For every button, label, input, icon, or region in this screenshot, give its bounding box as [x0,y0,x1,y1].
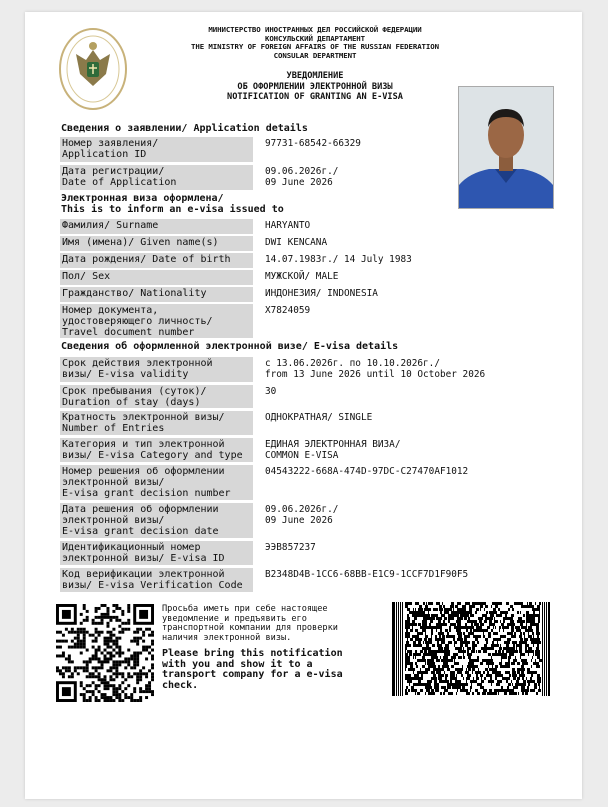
field-label: Фамилия/ Surname [60,219,253,234]
field-value: 09.06.2026г./ 09 June 2026 [265,504,339,526]
field-value: МУЖСКОЙ/ MALE [265,271,339,282]
field-value: 09.06.2026г./ 09 June 2026 [265,166,339,188]
field-value: ЕДИНАЯ ЭЛЕКТРОННАЯ ВИЗА/ COMMON E-VISA [265,439,401,461]
footer-note-ru: Просьба иметь при себе настоящее уведомление и предъявить его транспортной компании для проверки наличия электронной визы. [162,604,338,643]
field-label: Код верификации электронной визы/ E-visa Verification Code [60,568,253,592]
field-value: 97731-68542-66329 [265,138,361,149]
field-value: ЭЭВ857237 [265,542,316,553]
visa-row [60,568,550,592]
section-evisa-title: Сведения об оформленной электронной визе/ E-visa details [61,341,399,352]
header-line-3: THE MINISTRY OF FOREIGN AFFAIRS OF THE RUSSIAN FEDERATION [191,42,439,52]
field-label: Номер решения об оформлении электронной визы/ E-visa grant decision number [60,465,253,500]
field-label: Категория и тип электронной визы/ E-visa Category and type [60,438,253,462]
field-label: Имя (имена)/ Given name(s) [60,236,253,251]
visa-row [60,357,550,382]
field-label: Срок пребывания (суток)/ Duration of stay (days) [60,385,253,408]
qr-code-icon [56,604,154,702]
visa-row [60,503,550,538]
application-row [60,165,550,190]
section-application-title: Сведения о заявлении/ Application details [61,123,308,134]
field-value: X7824059 [265,305,311,316]
visa-row [60,541,550,565]
person-row [60,270,550,285]
header-line-1: МИНИСТЕРСТВО ИНОСТРАННЫХ ДЕЛ РОССИЙСКОЙ ФЕДЕРАЦИИ [208,25,422,34]
visa-row [60,411,550,435]
field-label: Дата регистрации/ Date of Application [60,165,253,190]
header-line-4: CONSULAR DEPARTMENT [273,50,357,60]
person-row [60,287,550,302]
field-value: B2348D4B-1CC6-68BB-E1C9-1CCF7D1F90F5 [265,569,469,580]
visa-row [60,385,550,408]
field-value: 14.07.1983г./ 14 July 1983 [265,254,412,265]
pdf417-barcode-icon [392,602,550,696]
title-line-1: УВЕДОМЛЕНИЕ [286,71,344,81]
visa-row [60,438,550,462]
ministry-header [140,26,490,60]
field-label: Срок действия электронной визы/ E-visa validity [60,357,253,382]
field-label: Номер документа, удостоверяющего личность/ Travel document number [60,304,253,338]
header-line-2: КОНСУЛЬСКИЙ ДЕПАРТАМЕНТ [264,33,366,43]
field-value: 30 [265,386,277,397]
field-value: с 13.06.2026г. по 10.10.2026г./ from 13 June 2026 until 10 October 2026 [265,358,486,380]
visa-row [60,465,550,500]
footer-note-en: Please bring this notification with you and show it to a transport company for a e-visa check. [162,648,343,691]
document-title [140,71,490,103]
person-row [60,219,550,234]
field-value: ОДНОКРАТНАЯ/ SINGLE [265,412,373,423]
field-label: Кратность электронной визы/ Number of Entries [60,411,253,435]
field-value: ИНДОНЕЗИЯ/ INDONESIA [265,288,378,299]
field-label: Пол/ Sex [60,270,253,285]
field-value: 04543222-668A-474D-97DC-C27470AF1012 [265,466,469,477]
field-label: Идентификационный номер электронной визы/ E-visa ID [60,541,253,565]
person-row [60,304,550,338]
person-row [60,253,550,268]
field-label: Дата решения об оформлении электронной визы/ E-visa grant decision date [60,503,253,538]
person-row [60,236,550,251]
title-line-3: NOTIFICATION OF GRANTING AN E-VISA [227,92,403,102]
field-label: Номер заявления/ Application ID [60,137,253,162]
field-label: Гражданство/ Nationality [60,287,253,302]
field-value: DWI KENCANA [265,237,328,248]
field-value: HARYANTO [265,220,311,231]
title-line-2: ОБ ОФОРМЛЕНИИ ЭЛЕКТРОННОЙ ВИЗЫ [237,81,393,92]
application-row [60,137,550,162]
field-label: Дата рождения/ Date of birth [60,253,253,268]
section-issued-to-title: Электронная виза оформлена/ This is to inform an e-visa issued to [61,193,284,215]
ministry-seal-icon [58,24,128,114]
